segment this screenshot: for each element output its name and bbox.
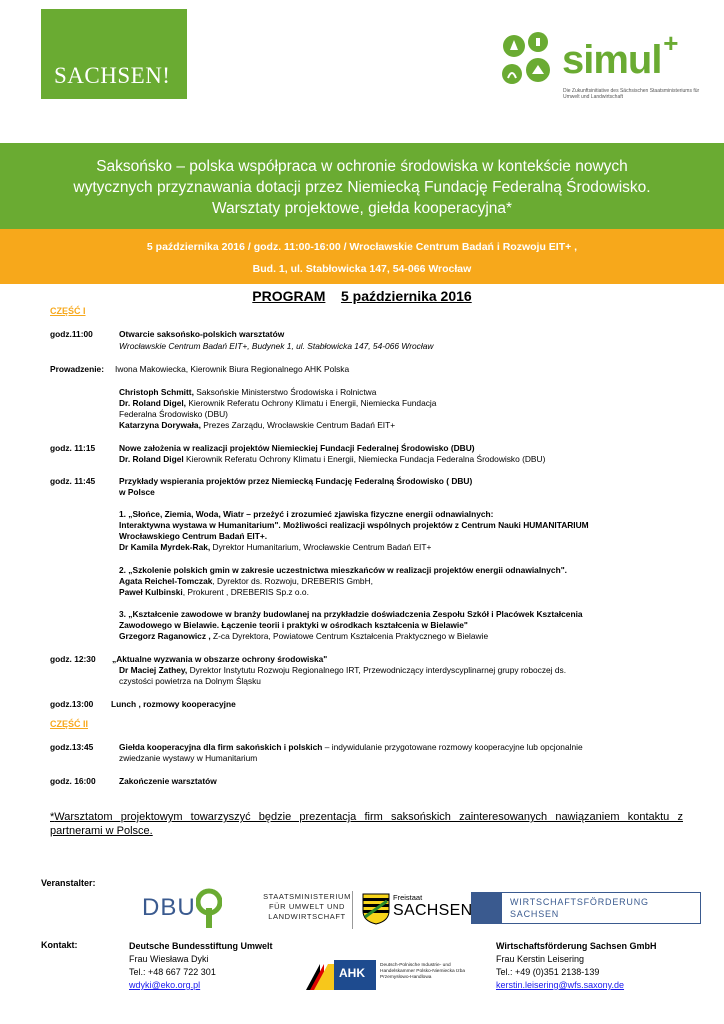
session-time: godz. 11:15	[50, 443, 96, 453]
smul-logo: STAATSMINISTERIUM FÜR UMWELT UND LANDWIRTSCHAFT	[263, 892, 351, 921]
speaker: Agata Reichel-Tomczak, Dyrektor ds. Rozwoju, DREBERIS GmbH,	[119, 576, 373, 586]
example-title: 1. „Słońce, Ziemia, Woda, Wiatr – przeżyć i zrozumieć zjawiska fizyczne energii odnawialnych:	[119, 509, 494, 519]
speaker: Katarzyna Dorywała, Prezes Zarządu, Wrocławskie Centrum Badań EIT+	[119, 420, 396, 430]
speaker-role: czystości powietrza na Dolnym Śląsku	[119, 676, 261, 686]
speaker: Dr Maciej Zathey, Dyrektor Instytutu Rozwoju Regionalnego IRT, Przewodniczący interdyscyplinarnej grupy roboczej ds.	[119, 665, 567, 675]
speaker: Dr. Roland Digel Kierownik Referatu Ochrony Klimatu i Energii, Niemiecka Fundacja Federalna Środowisko (DBU)	[119, 454, 546, 464]
banner-line-2: wytycznych przyznawania dotacji przez Niemiecką Fundację Federalną Środowisko.	[73, 179, 651, 196]
session-text: Giełda kooperacyjna dla firm sakońskich i polskich – indywidulanie przygotowane rozmowy kooperacyjne lub opcjonalnie	[119, 742, 583, 752]
moderator-label: Prowadzenie:	[50, 364, 104, 374]
simul-wordmark: simul +	[562, 28, 678, 82]
moderator-text: Iwona Makowiecka, Kierownik Biura Regionalnego AHK Polska	[115, 364, 350, 374]
wfs-emblem-icon	[472, 893, 502, 923]
example-title: Zawodowego w Bielawie. Łączenie teorii i praktyki w ośrodkach kształcenia w Bielawie"	[119, 620, 468, 630]
speaker-role: Federalna Środowisko (DBU)	[119, 409, 228, 419]
event-info-banner	[0, 229, 724, 284]
simul-tagline: Die Zukunftsinitiative des Sächsischen Staatsministeriums für Umwelt und Landwirtschaft	[563, 88, 700, 100]
footnote: *Warsztatom projektowym towarzyszyć będzie prezentacja firm saksońskich zainteresowanych nawiązaniem kontaktu z partnerami w Polsce.	[50, 811, 683, 837]
freistaat-sachsen-logo: Freistaat SACHSEN	[362, 891, 462, 927]
program-title: PROGRAM 5 października 2016	[252, 288, 472, 304]
session-title: „Aktualne wyzwania w obszarze ochrony środowiska"	[112, 654, 328, 664]
sachsen-logo: SACHSEN!	[41, 9, 187, 99]
example-title: Interaktywna wystawa w Humanitarium". Możliwości realizacji wspólnych projektów z Centrum Nauki HUMANITARIUM	[119, 520, 589, 530]
session-title: Przykłady wspierania projektów przez Niemiecką Fundację Federalną Środowisko ( DBU)	[119, 476, 473, 486]
session-title: Zakończenie warsztatów	[119, 776, 217, 786]
contact-dbu: Deutsche Bundesstiftung Umwelt Frau Wiesława Dyki Tel.: +48 667 722 301 wdyki@eko.org.pl	[129, 941, 273, 990]
example-title: Wrocławskiego Centrum Badań EIT+.	[119, 531, 268, 541]
ahk-logo: AHK Deutsch-Polnische Industrie- und Handelskammer Polsko-Niemiecka Izba Przemysłowo-Handlowa	[306, 960, 476, 992]
example-title: 3. „Kształcenie zawodowe w branży budowlanej na przykładzie doświadczenia Zespołu Szkół i Placówek Kształcenia	[119, 609, 583, 619]
email-link[interactable]: wdyki@eko.org.pl	[129, 980, 201, 990]
banner-line-3: Warsztaty projektowe, giełda kooperacyjna*	[211, 200, 513, 217]
wfs-logo: WIRTSCHAFTSFÖRDERUNG SACHSEN	[471, 892, 701, 924]
speaker: Grzegorz Raganowicz , Z-ca Dyrektora, Powiatowe Centrum Kształcenia Praktycznego w Bielawie	[119, 631, 489, 641]
part-2-heading: CZĘŚĆ II	[50, 719, 89, 729]
session-time: godz.13:45	[50, 742, 94, 752]
session-time: godz.13:00	[50, 699, 94, 709]
example-title: 2. „Szkolenie polskich gmin w zakresie uczestnictwa mieszkańców w realizacji projektów energii odnawialnych".	[119, 565, 567, 575]
speaker: Paweł Kulbinski, Prokurent , DREBERIS Sp.z o.o.	[119, 587, 309, 597]
event-info-line-2: Bud. 1, ul. Stabłowicka 147, 54-066 Wrocław	[252, 263, 472, 275]
de-pl-flag-icon	[306, 964, 334, 990]
speaker: Dr Kamila Myrdek-Rak, Dyrektor Humanitarium, Wrocławskie Centrum Badań EIT+	[119, 542, 432, 552]
contact-wfs: Wirtschaftsförderung Sachsen GmbH Frau Kerstin Leisering Tel.: +49 (0)351 2138-139 kerstin.leisering@wfs.saxony.de	[496, 941, 657, 990]
contact-label: Kontakt:	[41, 940, 78, 950]
part-1-heading: CZĘŚĆ I	[50, 306, 86, 316]
speaker: Dr. Roland Digel, Kierownik Referatu Ochrony Klimatu i Energii, Niemiecka Fundacja	[119, 398, 437, 408]
email-link[interactable]: kerstin.leisering@wfs.saxony.de	[496, 980, 625, 990]
logo-divider	[352, 891, 353, 929]
session-title-cont: w Polsce	[119, 487, 155, 497]
session-time: godz. 11:45	[50, 476, 96, 486]
session-text-cont: zwiedzanie wystawy w Humanitarium	[119, 753, 258, 763]
organizers-label: Veranstalter:	[41, 878, 96, 888]
session-time: godz. 16:00	[50, 776, 96, 786]
simul-leaves-icon	[500, 30, 558, 96]
event-info-line-1: 5 października 2016 / godz. 11:00-16:00 / Wrocławskie Centrum Badań i Rozwoju EIT+ ,	[146, 241, 578, 253]
session-title: Otwarcie saksońsko-polskich warsztatów	[119, 329, 285, 339]
dbu-leaf-icon	[196, 888, 222, 930]
session-time: godz. 12:30	[50, 654, 96, 664]
session-time: godz.11:00	[50, 329, 93, 339]
dbu-logo: DBU	[142, 888, 222, 932]
banner-line-1: Saksońsko – polska współpraca w ochronie środowiska w kontekście nowych	[96, 158, 628, 175]
title-banner	[0, 143, 724, 229]
session-title: Lunch , rozmowy kooperacyjne	[111, 699, 236, 709]
saxony-shield-icon	[362, 893, 390, 925]
simul-logo	[500, 30, 700, 110]
speaker: Christoph Schmitt, Saksońskie Ministerstwo Środowiska i Rolnictwa	[119, 387, 377, 397]
session-title: Nowe założenia w realizacji projektów Niemieckiej Fundacji Federalnej Środowisko (DBU)	[119, 443, 475, 453]
session-location: Wrocławskie Centrum Badań EIT+, Budynek 1, ul. Stabłowicka 147, 54-066 Wrocław	[119, 341, 434, 351]
